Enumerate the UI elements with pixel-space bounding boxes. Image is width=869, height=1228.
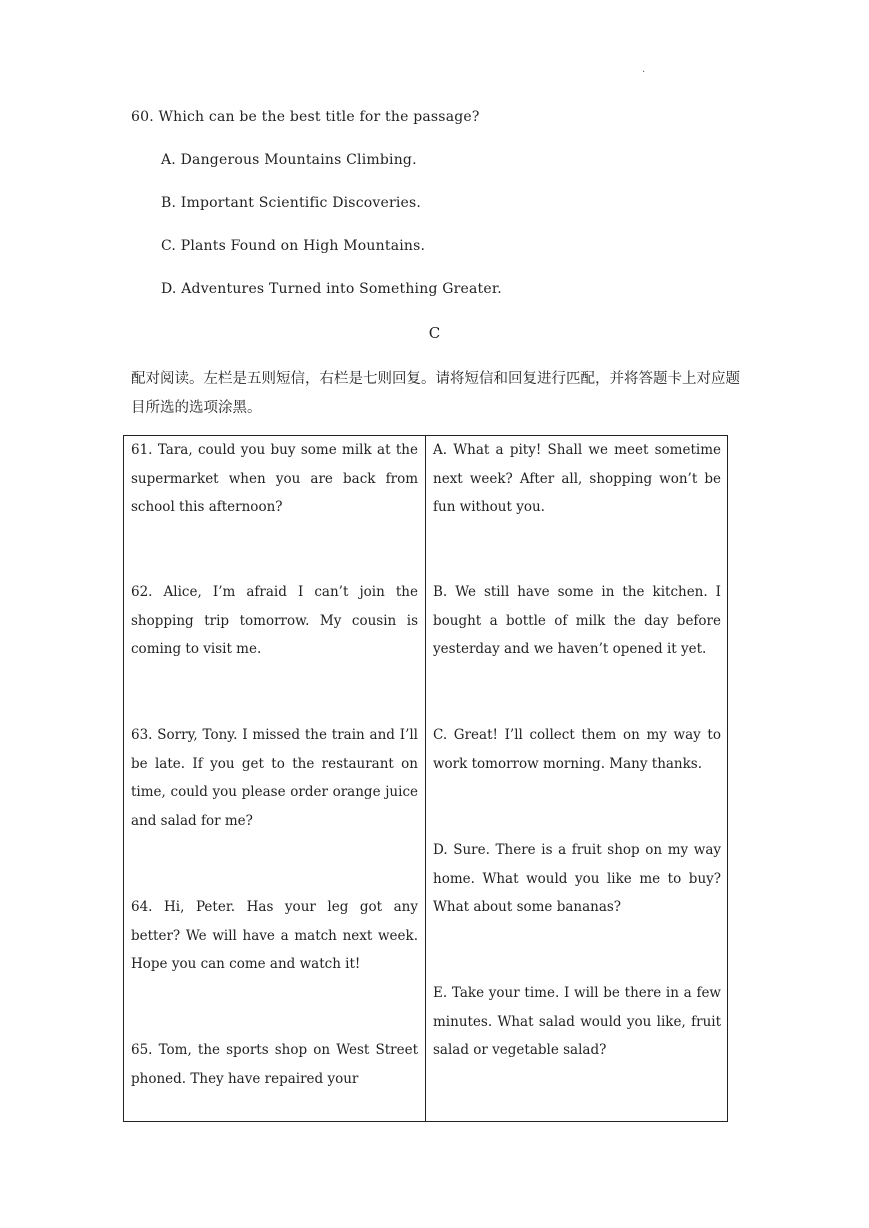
question-60-stem: 60. Which can be the best title for the passage? <box>131 109 480 125</box>
page-mark: . <box>642 64 646 75</box>
reply-a: A. What a pity! Shall we meet sometime next week? After all, shopping won’t be fun without you. <box>433 442 721 516</box>
option-c: C. Plants Found on High Mountains. <box>161 238 426 254</box>
message-61: 61. Tara, could you buy some milk at the supermarket when you are back from school this afternoon? <box>131 442 418 516</box>
reply-e: E. Take your time. I will be there in a few minutes. What salad would you like, fruit salad or vegetable salad? <box>433 985 721 1059</box>
section-label: C <box>428 324 441 342</box>
message-63: 63. Sorry, Tony. I missed the train and I’ll be late. If you get to the restaurant on time, could you please order orange juice and salad for me? <box>131 727 418 829</box>
matching-instructions: 配对阅读。左栏是五则短信，右栏是七则回复。请将短信和回复进行匹配，并将答题卡上对应题目所选的选项涂黑。 <box>131 371 740 416</box>
option-a: A. Dangerous Mountains Climbing. <box>161 152 417 168</box>
message-62: 62. Alice, I’m afraid I can’t join the shopping trip tomorrow. My cousin is coming to visit me. <box>131 584 418 658</box>
reply-b: B. We still have some in the kitchen. I bought a bottle of milk the day before yesterday and we haven’t opened it yet. <box>433 584 721 658</box>
reply-d: D. Sure. There is a fruit shop on my way home. What would you like me to buy? What about some bananas? <box>433 842 721 916</box>
matching-table <box>123 435 728 1122</box>
message-64: 64. Hi, Peter. Has your leg got any better? We will have a match next week. Hope you can come and watch it! <box>131 899 418 973</box>
column-divider <box>425 436 426 1121</box>
option-b: B. Important Scientific Discoveries. <box>161 195 422 211</box>
option-d: D. Adventures Turned into Something Greater. <box>161 281 502 297</box>
reply-c: C. Great! I’ll collect them on my way to work tomorrow morning. Many thanks. <box>433 727 721 772</box>
message-65: 65. Tom, the sports shop on West Street phoned. They have repaired your <box>131 1042 418 1087</box>
